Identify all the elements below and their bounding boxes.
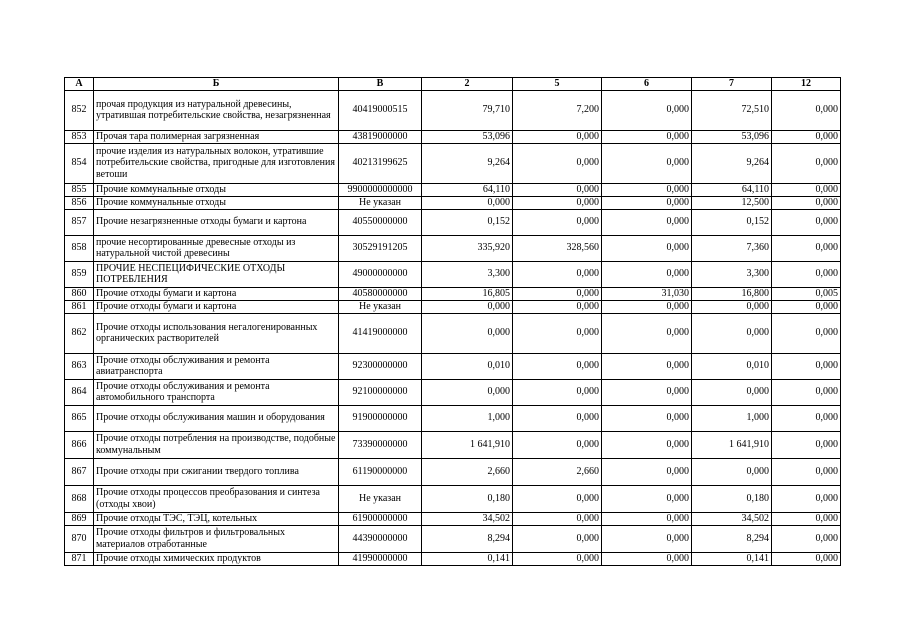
value-col-7: 34,502 <box>692 512 772 525</box>
value-col-12: 0,000 <box>772 235 841 261</box>
waste-code: Не указан <box>339 485 422 512</box>
value-col-2: 0,141 <box>422 552 513 565</box>
row-number: 854 <box>65 143 94 183</box>
value-col-6: 0,000 <box>602 379 692 405</box>
waste-code: 92100000000 <box>339 379 422 405</box>
value-col-2: 0,000 <box>422 300 513 313</box>
row-number: 870 <box>65 525 94 552</box>
waste-code: 49000000000 <box>339 261 422 287</box>
header-col-b: Б <box>94 78 339 91</box>
value-col-12: 0,000 <box>772 552 841 565</box>
value-col-7: 53,096 <box>692 130 772 143</box>
value-col-5: 0,000 <box>513 405 602 431</box>
value-col-7: 12,500 <box>692 196 772 209</box>
waste-name: Прочая тара полимерная загрязненная <box>94 130 339 143</box>
value-col-7: 16,800 <box>692 287 772 300</box>
table-row <box>65 90 841 130</box>
row-number: 861 <box>65 300 94 313</box>
row-number: 853 <box>65 130 94 143</box>
value-col-2: 16,805 <box>422 287 513 300</box>
waste-code: 73390000000 <box>339 431 422 458</box>
value-col-7: 1 641,910 <box>692 431 772 458</box>
value-col-7: 0,141 <box>692 552 772 565</box>
value-col-6: 31,030 <box>602 287 692 300</box>
waste-name: Прочие отходы потребления на производстве, подобные коммунальным <box>94 431 339 458</box>
row-number: 866 <box>65 431 94 458</box>
value-col-5: 0,000 <box>513 261 602 287</box>
waste-code: 61900000000 <box>339 512 422 525</box>
value-col-2: 1,000 <box>422 405 513 431</box>
value-col-5: 0,000 <box>513 130 602 143</box>
value-col-2: 2,660 <box>422 458 513 485</box>
value-col-5: 0,000 <box>513 525 602 552</box>
value-col-5: 0,000 <box>513 431 602 458</box>
value-col-5: 0,000 <box>513 552 602 565</box>
value-col-7: 72,510 <box>692 90 772 130</box>
value-col-6: 0,000 <box>602 552 692 565</box>
value-col-5: 7,200 <box>513 90 602 130</box>
table-row <box>65 431 841 458</box>
value-col-5: 0,000 <box>513 209 602 235</box>
waste-table <box>64 77 841 566</box>
waste-code: 61190000000 <box>339 458 422 485</box>
value-col-12: 0,000 <box>772 512 841 525</box>
table-row <box>65 209 841 235</box>
value-col-5: 328,560 <box>513 235 602 261</box>
waste-name: прочая продукция из натуральной древесины, утратившая потребительские свойства, незагрязненная <box>94 90 339 130</box>
waste-code: 40419000515 <box>339 90 422 130</box>
value-col-6: 0,000 <box>602 183 692 196</box>
header-col-12: 12 <box>772 78 841 91</box>
value-col-6: 0,000 <box>602 485 692 512</box>
waste-name: прочие изделия из натуральных волокон, утратившие потребительские свойства, пригодные для изготовления ветоши <box>94 143 339 183</box>
value-col-6: 0,000 <box>602 143 692 183</box>
table-row <box>65 525 841 552</box>
value-col-12: 0,000 <box>772 431 841 458</box>
value-col-2: 34,502 <box>422 512 513 525</box>
table-row <box>65 485 841 512</box>
table-row <box>65 196 841 209</box>
value-col-7: 7,360 <box>692 235 772 261</box>
value-col-7: 1,000 <box>692 405 772 431</box>
value-col-7: 0,180 <box>692 485 772 512</box>
value-col-5: 0,000 <box>513 313 602 353</box>
table-row <box>65 313 841 353</box>
value-col-2: 0,010 <box>422 353 513 379</box>
row-number: 857 <box>65 209 94 235</box>
waste-code: 41990000000 <box>339 552 422 565</box>
value-col-2: 0,152 <box>422 209 513 235</box>
value-col-6: 0,000 <box>602 458 692 485</box>
value-col-5: 0,000 <box>513 196 602 209</box>
waste-code: 41419000000 <box>339 313 422 353</box>
row-number: 855 <box>65 183 94 196</box>
value-col-12: 0,000 <box>772 525 841 552</box>
value-col-2: 3,300 <box>422 261 513 287</box>
waste-name: ПРОЧИЕ НЕСПЕЦИФИЧЕСКИЕ ОТХОДЫ ПОТРЕБЛЕНИЯ <box>94 261 339 287</box>
value-col-7: 9,264 <box>692 143 772 183</box>
value-col-2: 335,920 <box>422 235 513 261</box>
waste-code: Не указан <box>339 196 422 209</box>
value-col-5: 0,000 <box>513 287 602 300</box>
value-col-6: 0,000 <box>602 525 692 552</box>
waste-code: 30529191205 <box>339 235 422 261</box>
table-row <box>65 353 841 379</box>
row-number: 867 <box>65 458 94 485</box>
value-col-2: 53,096 <box>422 130 513 143</box>
value-col-12: 0,000 <box>772 261 841 287</box>
value-col-5: 0,000 <box>513 183 602 196</box>
value-col-6: 0,000 <box>602 313 692 353</box>
value-col-12: 0,000 <box>772 196 841 209</box>
table-row <box>65 261 841 287</box>
header-col-7: 7 <box>692 78 772 91</box>
row-number: 869 <box>65 512 94 525</box>
table-row <box>65 183 841 196</box>
value-col-7: 3,300 <box>692 261 772 287</box>
waste-code: 40213199625 <box>339 143 422 183</box>
waste-name: Прочие отходы при сжигании твердого топлива <box>94 458 339 485</box>
value-col-12: 0,000 <box>772 183 841 196</box>
value-col-2: 8,294 <box>422 525 513 552</box>
waste-name: Прочие отходы ТЭС, ТЭЦ, котельных <box>94 512 339 525</box>
value-col-12: 0,000 <box>772 90 841 130</box>
value-col-12: 0,000 <box>772 313 841 353</box>
waste-name: Прочие незагрязненные отходы бумаги и картона <box>94 209 339 235</box>
value-col-7: 0,000 <box>692 300 772 313</box>
value-col-2: 9,264 <box>422 143 513 183</box>
value-col-5: 0,000 <box>513 300 602 313</box>
table-row <box>65 512 841 525</box>
value-col-7: 0,000 <box>692 379 772 405</box>
value-col-6: 0,000 <box>602 353 692 379</box>
header-col-2: 2 <box>422 78 513 91</box>
value-col-2: 0,000 <box>422 313 513 353</box>
table-row <box>65 458 841 485</box>
value-col-12: 0,000 <box>772 353 841 379</box>
header-col-v: В <box>339 78 422 91</box>
header-col-5: 5 <box>513 78 602 91</box>
waste-code: 40550000000 <box>339 209 422 235</box>
value-col-5: 0,000 <box>513 353 602 379</box>
waste-name: Прочие отходы фильтров и фильтровальных материалов отработанные <box>94 525 339 552</box>
waste-code: 44390000000 <box>339 525 422 552</box>
value-col-6: 0,000 <box>602 405 692 431</box>
row-number: 868 <box>65 485 94 512</box>
waste-code: Не указан <box>339 300 422 313</box>
value-col-6: 0,000 <box>602 261 692 287</box>
waste-code: 91900000000 <box>339 405 422 431</box>
value-col-7: 0,000 <box>692 313 772 353</box>
waste-name: Прочие отходы химических продуктов <box>94 552 339 565</box>
waste-name: Прочие отходы использования негалогенированных органических растворителей <box>94 313 339 353</box>
table-body <box>65 90 841 565</box>
waste-name: Прочие отходы бумаги и картона <box>94 287 339 300</box>
value-col-6: 0,000 <box>602 300 692 313</box>
value-col-2: 0,000 <box>422 196 513 209</box>
value-col-6: 0,000 <box>602 209 692 235</box>
row-number: 862 <box>65 313 94 353</box>
value-col-12: 0,000 <box>772 458 841 485</box>
value-col-7: 8,294 <box>692 525 772 552</box>
value-col-5: 0,000 <box>513 143 602 183</box>
value-col-12: 0,000 <box>772 379 841 405</box>
value-col-5: 0,000 <box>513 485 602 512</box>
value-col-6: 0,000 <box>602 196 692 209</box>
value-col-7: 0,000 <box>692 458 772 485</box>
table-row <box>65 300 841 313</box>
table-row <box>65 287 841 300</box>
table-row <box>65 143 841 183</box>
header-col-6: 6 <box>602 78 692 91</box>
value-col-2: 64,110 <box>422 183 513 196</box>
value-col-5: 0,000 <box>513 512 602 525</box>
value-col-2: 79,710 <box>422 90 513 130</box>
waste-name: прочие несортированные древесные отходы из натуральной чистой древесины <box>94 235 339 261</box>
value-col-6: 0,000 <box>602 130 692 143</box>
table-row <box>65 405 841 431</box>
waste-name: Прочие коммунальные отходы <box>94 183 339 196</box>
waste-code: 43819000000 <box>339 130 422 143</box>
value-col-6: 0,000 <box>602 235 692 261</box>
value-col-7: 64,110 <box>692 183 772 196</box>
table-row <box>65 552 841 565</box>
value-col-5: 2,660 <box>513 458 602 485</box>
value-col-2: 1 641,910 <box>422 431 513 458</box>
row-number: 863 <box>65 353 94 379</box>
value-col-2: 0,000 <box>422 379 513 405</box>
value-col-6: 0,000 <box>602 512 692 525</box>
header-row <box>65 78 841 91</box>
table-header <box>65 78 841 91</box>
row-number: 852 <box>65 90 94 130</box>
waste-name: Прочие отходы обслуживания и ремонта авиатранспорта <box>94 353 339 379</box>
waste-name: Прочие коммунальные отходы <box>94 196 339 209</box>
value-col-12: 0,000 <box>772 300 841 313</box>
row-number: 856 <box>65 196 94 209</box>
waste-code: 40580000000 <box>339 287 422 300</box>
value-col-12: 0,005 <box>772 287 841 300</box>
row-number: 860 <box>65 287 94 300</box>
value-col-6: 0,000 <box>602 90 692 130</box>
waste-name: Прочие отходы процессов преобразования и синтеза (отходы хвои) <box>94 485 339 512</box>
waste-code: 9900000000000 <box>339 183 422 196</box>
row-number: 859 <box>65 261 94 287</box>
value-col-12: 0,000 <box>772 143 841 183</box>
header-col-a: А <box>65 78 94 91</box>
waste-code: 92300000000 <box>339 353 422 379</box>
row-number: 865 <box>65 405 94 431</box>
value-col-6: 0,000 <box>602 431 692 458</box>
row-number: 871 <box>65 552 94 565</box>
value-col-12: 0,000 <box>772 405 841 431</box>
value-col-2: 0,180 <box>422 485 513 512</box>
value-col-7: 0,152 <box>692 209 772 235</box>
table-row <box>65 379 841 405</box>
table-row <box>65 235 841 261</box>
value-col-7: 0,010 <box>692 353 772 379</box>
value-col-12: 0,000 <box>772 485 841 512</box>
table-row <box>65 130 841 143</box>
value-col-5: 0,000 <box>513 379 602 405</box>
row-number: 864 <box>65 379 94 405</box>
waste-name: Прочие отходы обслуживания машин и оборудования <box>94 405 339 431</box>
value-col-12: 0,000 <box>772 130 841 143</box>
waste-name: Прочие отходы бумаги и картона <box>94 300 339 313</box>
waste-name: Прочие отходы обслуживания и ремонта автомобильного транспорта <box>94 379 339 405</box>
row-number: 858 <box>65 235 94 261</box>
value-col-12: 0,000 <box>772 209 841 235</box>
